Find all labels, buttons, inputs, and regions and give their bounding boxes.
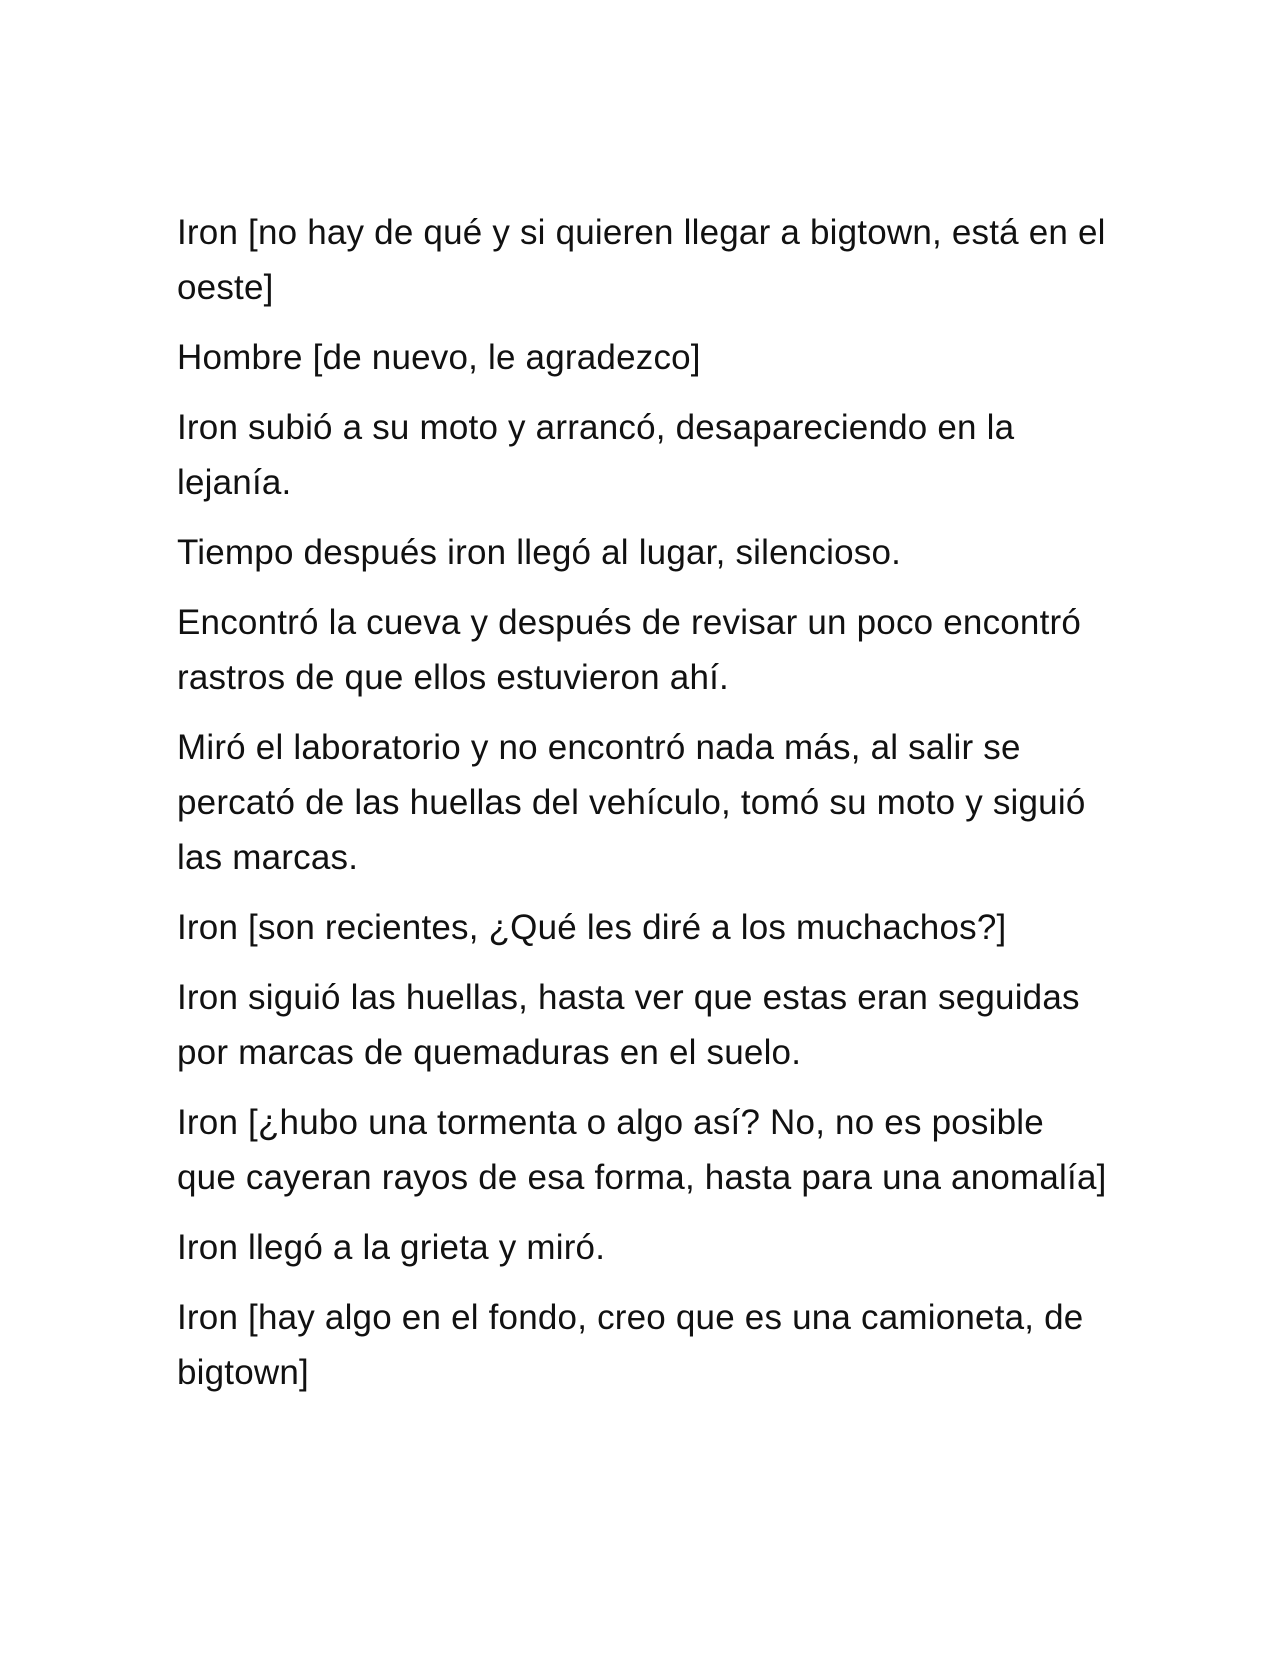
paragraph-3: Iron subió a su moto y arrancó, desapareciendo en la lejanía. — [177, 408, 1015, 502]
paragraph-10: Iron llegó a la grieta y miró. — [177, 1228, 606, 1267]
paragraph-4: Tiempo después iron llegó al lugar, silencioso. — [177, 533, 902, 572]
paragraph-7: Iron [son recientes, ¿Qué les diré a los muchachos?] — [177, 908, 1007, 947]
paragraph-8: Iron siguió las huellas, hasta ver que estas eran seguidas por marcas de quemaduras en el suelo. — [177, 978, 1080, 1072]
paragraph-9: Iron [¿hubo una tormenta o algo así? No, no es posible que cayeran rayos de esa forma, hasta para una anomalía] — [177, 1103, 1107, 1197]
paragraph-6: Miró el laboratorio y no encontró nada más, al salir se percató de las huellas del vehículo, tomó su moto y siguió las marcas. — [177, 728, 1086, 877]
document-body — [177, 205, 1107, 1415]
paragraph-5: Encontró la cueva y después de revisar un poco encontró rastros de que ellos estuvieron ahí. — [177, 603, 1082, 697]
paragraph-1: Iron [no hay de qué y si quieren llegar a bigtown, está en el oeste] — [177, 213, 1106, 307]
paragraph-2: Hombre [de nuevo, le agradezco] — [177, 338, 701, 377]
paragraph-11: Iron [hay algo en el fondo, creo que es una camioneta, de bigtown] — [177, 1298, 1084, 1392]
